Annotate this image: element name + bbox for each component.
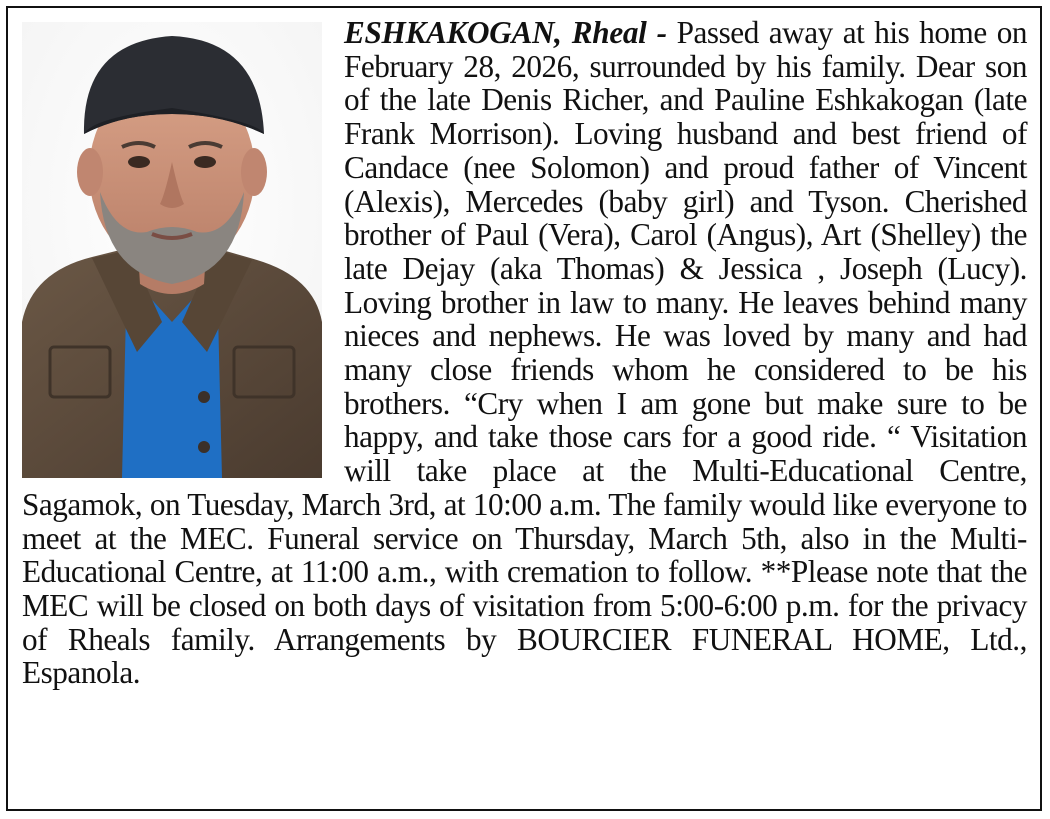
obituary-body: Passed away at his home on February 28, 2026, surrounded by his family. Dear son of the late Denis Richer, and Pauline Eshkakogan (late Frank Morrison). Loving husband and best friend of Candace (nee Solomon) and proud father of Vincent (Alexis), Mercedes (baby girl) and Tyson. Cherished brother of Paul (Vera), Carol (Angus), Art (Shelley) the late Dejay (aka Thomas) & Jessica , Joseph (Lucy). Loving brother in law to many. He leaves behind many nieces and nephews. He was loved by many and had many close friends whom he considered to be his brothers. “Cry when I am gone but make sure to be happy, and take those cars for a good ride. “ Visitation will take place at the Multi-Educational Centre, Sagamok, on Tuesday, March 3rd, at 10:00 a.m. The family would like everyone to meet at the MEC. Funeral service on Thursday, March 5th, also in the Multi-Educational Centre, at 11:00 a.m., with cremation to follow. **Please note that the MEC will be closed on both days of visitation from 5:00-6:00 p.m. for the privacy of Rheals family. Arrangements by BOURCIER FUNERAL HOME, Ltd., Espanola.: [22, 15, 1027, 691]
obituary-text-block: [22, 16, 1027, 690]
portrait-illustration: [22, 22, 322, 478]
deceased-name: ESHKAKOGAN, Rheal -: [344, 15, 667, 50]
portrait-photo: [22, 22, 322, 478]
